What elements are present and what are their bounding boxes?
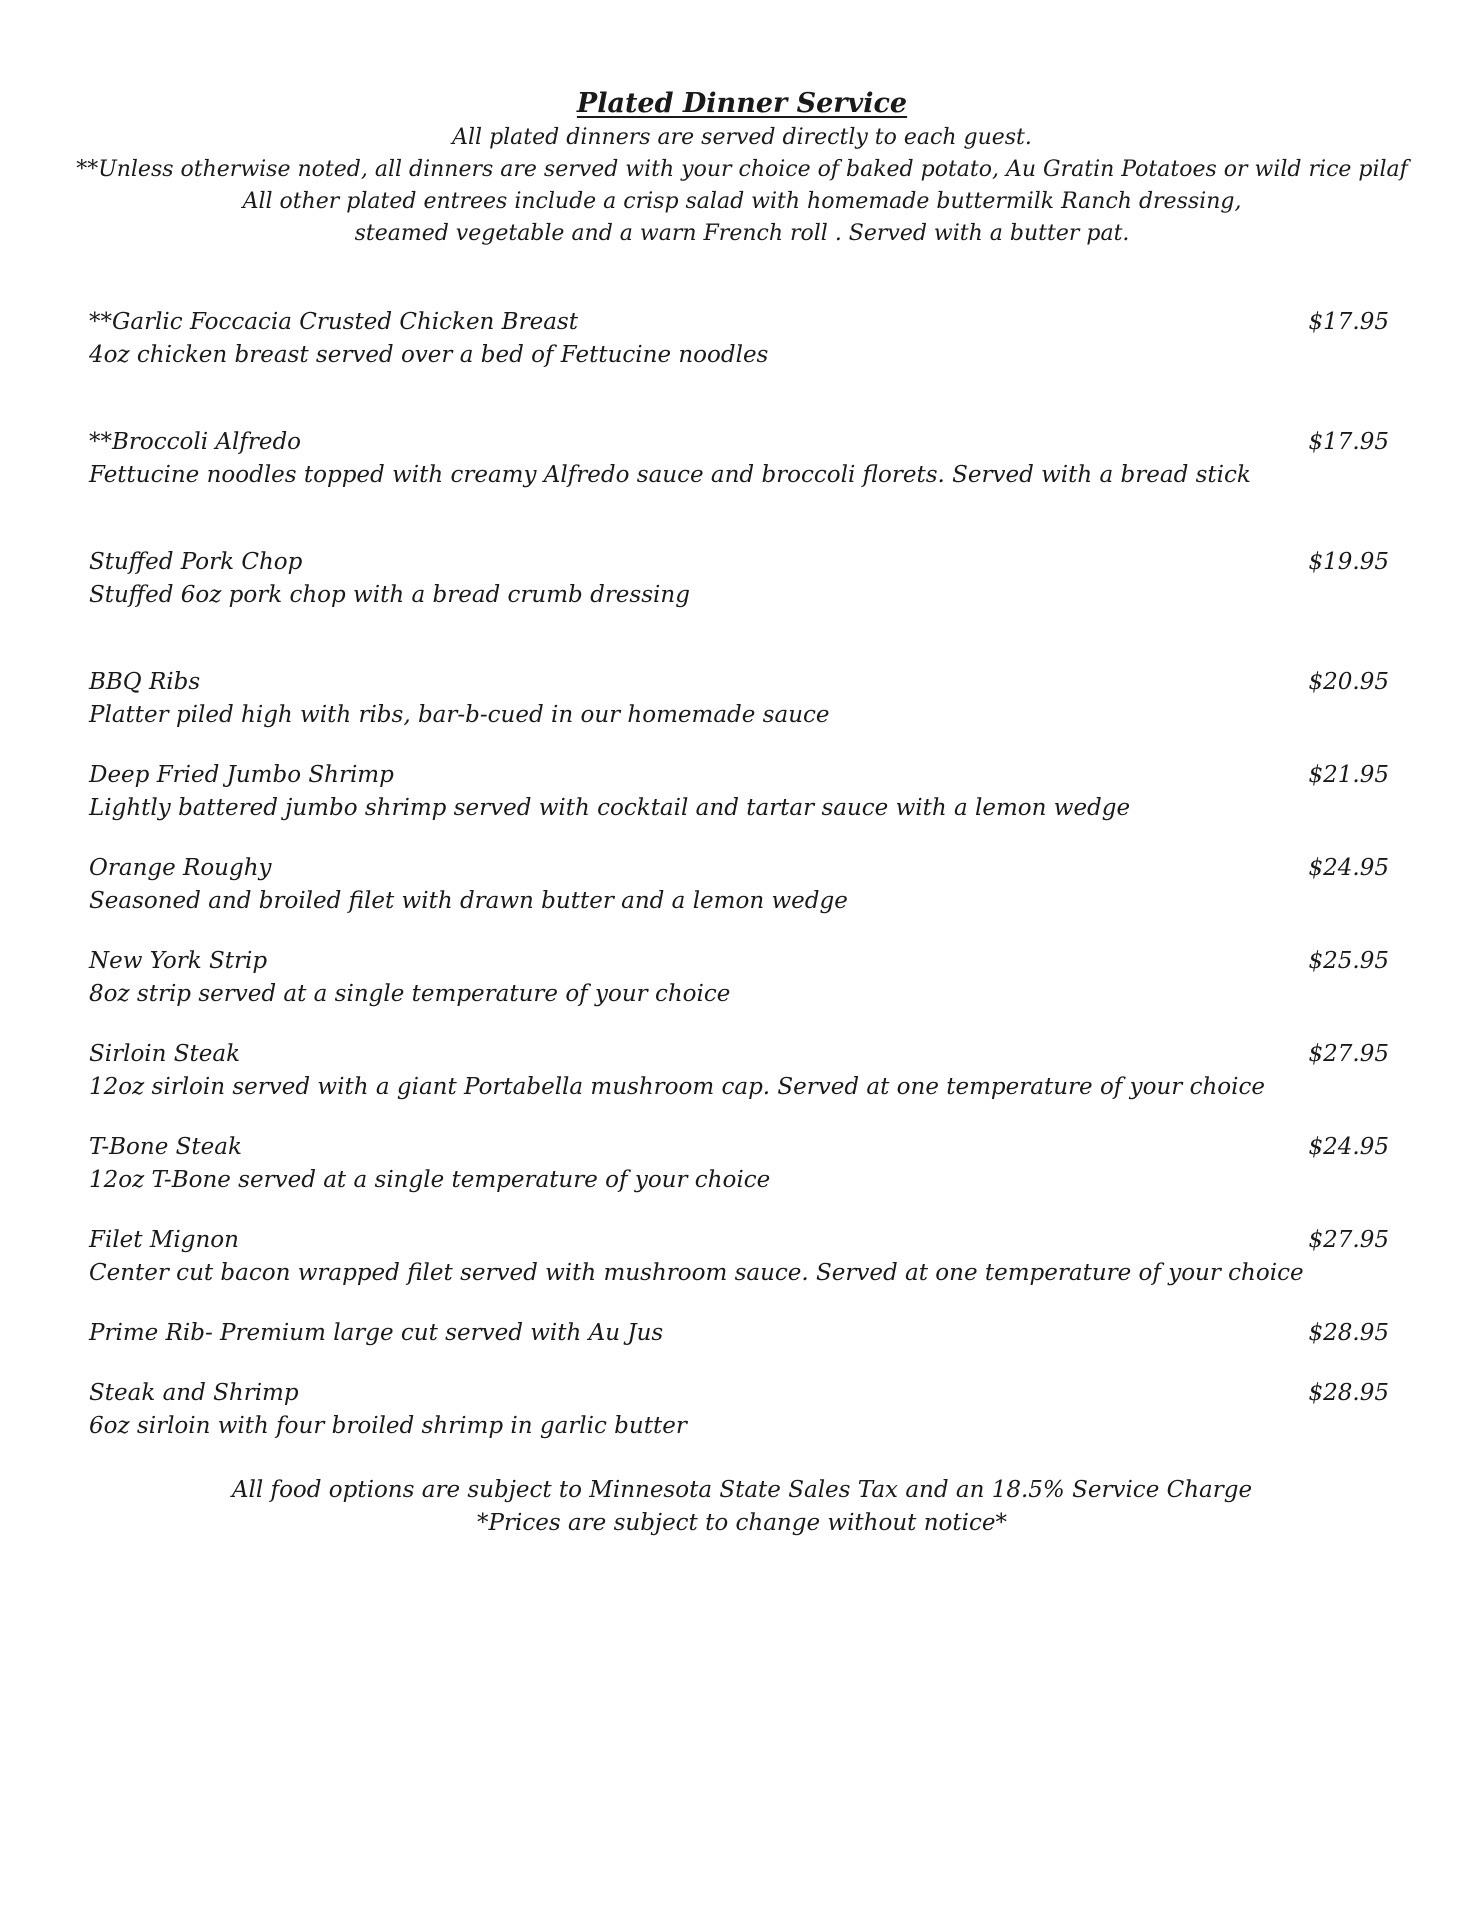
item-price: $28.95 <box>1308 1380 1389 1406</box>
item-description: 4oz chicken breast served over a bed of Fettucine noodles <box>89 342 769 368</box>
item-name: Stuffed Pork Chop <box>89 549 303 575</box>
intro-line-3: All other plated entrees include a crisp salad with homemade buttermilk Ranch dressing, <box>242 189 1242 214</box>
item-name: Filet Mignon <box>89 1227 239 1253</box>
menu-item <box>89 426 1389 492</box>
item-price: $20.95 <box>1308 669 1389 695</box>
item-name: Sirloin Steak <box>89 1041 241 1067</box>
item-price: $24.95 <box>1308 855 1389 881</box>
menu-header <box>0 86 1484 250</box>
item-description: 6oz sirloin with four broiled shrimp in garlic butter <box>89 1413 687 1439</box>
intro-line-4: steamed vegetable and a warn French roll . Served with a butter pat. <box>354 221 1130 246</box>
item-price: $27.95 <box>1308 1227 1389 1253</box>
menu-item <box>89 306 1389 372</box>
item-description: Seasoned and broiled filet with drawn butter and a lemon wedge <box>89 888 848 914</box>
item-description: Stuffed 6oz pork chop with a bread crumb dressing <box>89 582 690 608</box>
menu-item <box>89 1377 1389 1443</box>
item-description: 8oz strip served at a single temperature of your choice <box>89 981 731 1007</box>
item-description: 12oz sirloin served with a giant Portabella mushroom cap. Served at one temperature of your choice <box>89 1074 1265 1100</box>
item-description: Platter piled high with ribs, bar-b-cued in our homemade sauce <box>89 702 830 728</box>
menu-item <box>89 945 1389 1011</box>
menu-item <box>89 546 1389 612</box>
item-price: $24.95 <box>1308 1134 1389 1160</box>
item-description: Center cut bacon wrapped filet served with mushroom sauce. Served at one temperature of your choice <box>89 1260 1304 1286</box>
item-price: $28.95 <box>1308 1320 1389 1346</box>
item-name: T-Bone Steak <box>89 1134 242 1160</box>
item-name: **Broccoli Alfredo <box>89 429 302 455</box>
item-name: **Garlic Foccacia Crusted Chicken Breast <box>89 309 578 335</box>
item-description: 12oz T-Bone served at a single temperature of your choice <box>89 1167 771 1193</box>
item-name: Orange Roughy <box>89 855 272 881</box>
menu-item <box>89 852 1389 918</box>
menu-item <box>89 1131 1389 1197</box>
price-change-note: *Prices are subject to change without notice* <box>477 1510 1007 1536</box>
menu-item <box>89 1038 1389 1104</box>
item-price: $17.95 <box>1308 309 1389 335</box>
menu-footer <box>0 1474 1484 1540</box>
item-name: Steak and Shrimp <box>89 1380 299 1406</box>
intro-line-1: All plated dinners are served directly to each guest. <box>452 125 1032 150</box>
menu-item <box>89 666 1389 732</box>
item-description: Lightly battered jumbo shrimp served with cocktail and tartar sauce with a lemon wedge <box>89 795 1131 821</box>
item-price: $25.95 <box>1308 948 1389 974</box>
item-name: BBQ Ribs <box>89 669 201 695</box>
item-name: Prime Rib- Premium large cut served with Au Jus <box>89 1320 664 1346</box>
item-name: New York Strip <box>89 948 268 974</box>
menu-item <box>89 759 1389 825</box>
item-price: $17.95 <box>1308 429 1389 455</box>
menu-item <box>89 1224 1389 1290</box>
tax-note: All food options are subject to Minnesota State Sales Tax and an 18.5% Service Charge <box>231 1477 1253 1503</box>
item-description: Fettucine noodles topped with creamy Alfredo sauce and broccoli florets. Served with a bread stick <box>89 462 1251 488</box>
page-title: Plated Dinner Service <box>576 88 908 119</box>
item-price: $19.95 <box>1308 549 1389 575</box>
item-price: $27.95 <box>1308 1041 1389 1067</box>
item-name: Deep Fried Jumbo Shrimp <box>89 762 394 788</box>
intro-line-2: **Unless otherwise noted, all dinners are served with your choice of baked potato, Au Gratin Potatoes or wild rice pilaf <box>76 157 1408 182</box>
menu-item <box>89 1317 1389 1350</box>
item-price: $21.95 <box>1308 762 1389 788</box>
